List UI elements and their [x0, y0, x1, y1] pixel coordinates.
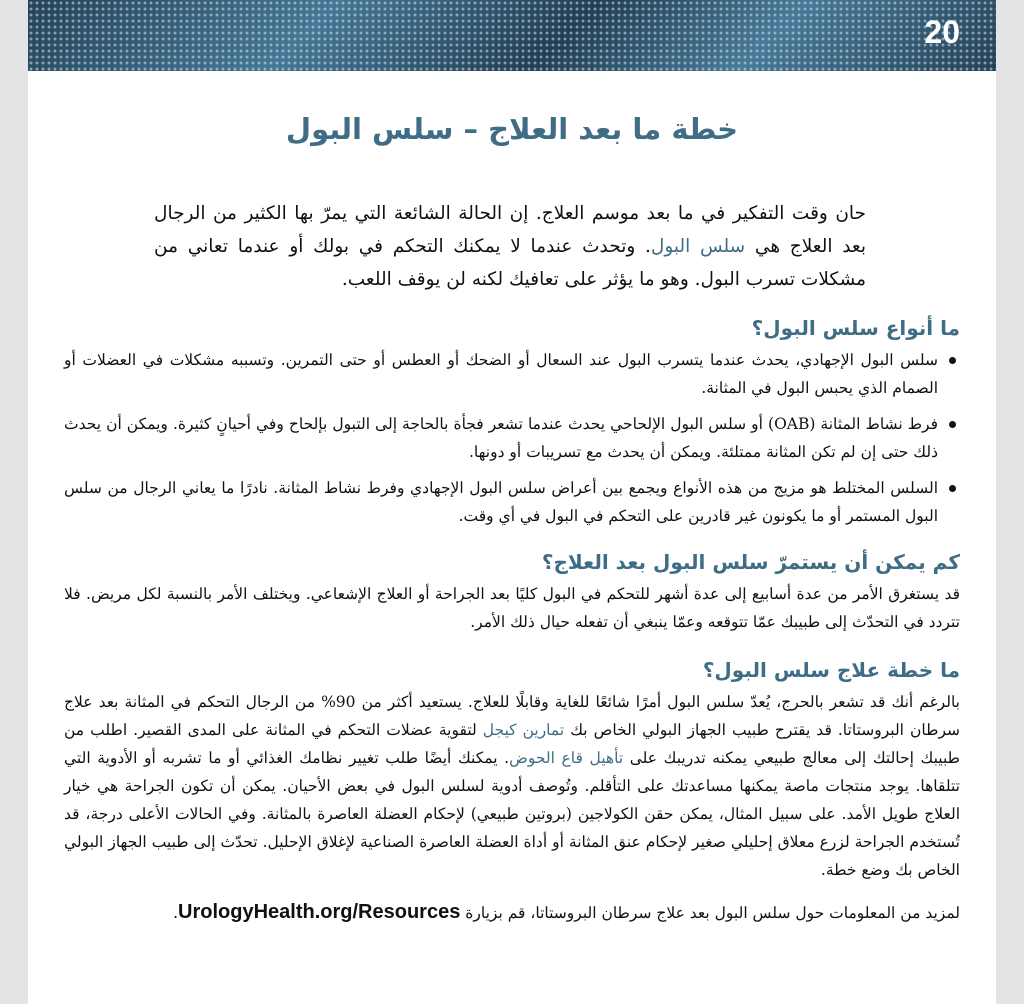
duration-paragraph: قد يستغرق الأمر من عدة أسابيع إلى عدة أشهر للتحكم في البول كليًا بعد الجراحة أو العلاج الإشعاعي. ويختلف الأمر بالنسبة لكل مريض. فلا تتردد في التحدّث إلى طبيبك عمّا تتوقعه وعمّا ينبغي أن تفعله حيال ذلك الأمر.: [64, 585, 960, 631]
plan-paragraph: [64, 688, 960, 884]
list-item: فرط نشاط المثانة (OAB) أو سلس البول الإلحاحي يحدث عندما تشعر فجأة بالحاجة إلى التبول بإلحاح وفي أحيانٍ كثيرة. ويمكن أن يحدث ذلك حتى إن لم تكن المثانة ممتلئة. ويمكن أن يحدث مع تسريبات أو دونها.: [64, 410, 960, 466]
list-item: سلس البول الإجهادي، يحدث عندما يتسرب البول عند السعال أو الضحك أو العطس أو حتى التمرين. وتسببه مشكلات في العضلات أو الصمام الذي يحبس البول في المثانة.: [64, 346, 960, 402]
plan-text-3: . يمكنك أيضًا طلب تغيير نظامك الغذائي أو ما تشربه أو الأدوية التي تتلقاها. يوجد منتجات ماصة يمكنها مساعدتك على التأقلم. وتُوصف أدوية لسلس البول في بعض الأحيان. يمكن أن تكون الجراحة هي خيار العلاج طويل الأمد. على سبيل المثال، يمكن حقن الكولاجين (بروتين طبيعي) لإحكام العضلة العاصرة بالمثانة. وفي الحالات الأعلى درجة، قد تُستخدم الجراحة لزرع معلاق إحليلي صغير لإحكام عنق المثانة أو أداة العضلة العاصرة الصناعية لإغلاق الإحليل. تحدّث إلى طبيب الجهاز البولي الخاص بك وضع خطة.: [64, 749, 960, 879]
footer-end: .: [173, 904, 179, 922]
incontinence-link[interactable]: سلس البول: [650, 236, 746, 257]
footer-text: لمزيد من المعلومات حول سلس البول بعد علاج سرطان البروستاتا، قم بزيارة: [460, 904, 960, 922]
header-banner: [28, 0, 996, 71]
types-list: [64, 346, 960, 530]
types-heading: ما أنواع سلس البول؟: [751, 316, 960, 340]
resources-url[interactable]: UrologyHealth.org/Resources: [178, 901, 461, 923]
types-list-section: [64, 346, 960, 538]
intro-text-1: حان وقت التفكير في ما بعد موسم العلاج. إن الحالة الشائعة التي يمرّ بها الكثير من الرجال بعد العلاج هي: [154, 203, 866, 257]
footer-paragraph: [64, 898, 960, 927]
list-item: السلس المختلط هو مزيج من هذه الأنواع ويجمع بين أعراض سلس البول الإجهادي وفرط نشاط المثانة. نادرًا ما يعاني الرجال من سلس البول المستمر أو ما يكونون غير قادرين على التحكم في البول في أي وقت.: [64, 474, 960, 530]
intro-text-2: . وتحدث عندما لا يمكنك التحكم في بولك أو عندما تعاني من مشكلات تسرب البول. وهو ما يؤثر على تعافيك لكنه لن يوقف اللعب.: [154, 236, 866, 290]
kegel-link[interactable]: تمارين كيجل: [482, 721, 565, 739]
plan-heading: ما خطة علاج سلس البول؟: [702, 658, 960, 682]
page-title: خطة ما بعد العلاج – سلس البول: [285, 112, 739, 146]
page-number: 20: [924, 14, 960, 50]
plan-text-2: لتقوية عضلات التحكم في المثانة على المدى القصير. اطلب من طبيبك إحالتك إلى معالج طبيعي يمكنه تدريبك على: [64, 721, 960, 767]
page: [28, 0, 996, 1004]
intro-paragraph: [154, 197, 866, 296]
duration-heading: كم يمكن أن يستمرّ سلس البول بعد العلاج؟: [541, 550, 960, 574]
pelvic-floor-link[interactable]: تأهيل قاع الحوض: [509, 749, 624, 767]
plan-text-1: بالرغم أنك قد تشعر بالحرج، يُعدّ سلس البول أمرًا شائعًا للغاية وقابلًا للعلاج. يستعيد أكثر من 90% من الرجال التحكم في المثانة بعد علاج سرطان البروستاتا. قد يقترح طبيب الجهاز البولي الخاص بك: [64, 693, 960, 739]
